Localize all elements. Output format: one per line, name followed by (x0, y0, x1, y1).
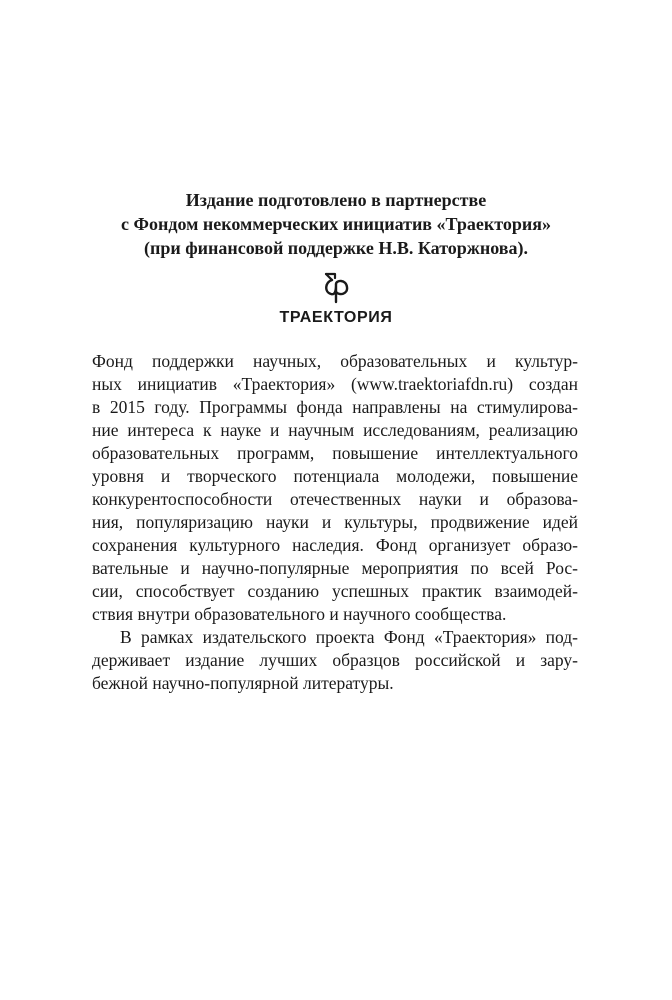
text-line: в 2015 году. Программы фонда направлены на стимулирова- (92, 397, 578, 417)
paragraph-2 (92, 626, 578, 695)
text-line: В рамках издательского проекта Фонд «Траектория» под- (120, 627, 578, 647)
text-line: ных инициатив «Траектория» (www.traektoriafdn.ru) создан (92, 374, 578, 394)
text-line: образовательных программ, повышение интеллектуального (92, 443, 578, 463)
publisher-note-line-1: Издание подготовлено в партнерстве (185, 190, 487, 210)
trajectory-logo-icon (321, 268, 351, 304)
text-line: держивает издание лучших образцов российской и зару- (92, 650, 578, 670)
text-line: сохранения культурного наследия. Фонд организует образо- (92, 535, 578, 555)
trajectory-logo-wordmark: ТРАЕКТОРИЯ (279, 309, 393, 326)
publisher-note (0, 188, 672, 260)
paragraph-1 (92, 350, 578, 626)
text-line: бежной научно-популярной литературы. (92, 673, 394, 693)
text-line: сии, способствует созданию успешных практик взаимодей- (92, 581, 578, 601)
text-line: вательные и научно-популярные мероприятия по всей Рос- (92, 558, 578, 578)
text-line: Фонд поддержки научных, образовательных и культур- (92, 351, 578, 371)
foundation-description (92, 350, 578, 695)
text-line: конкурентоспособности отечественных науки и образова- (92, 489, 578, 509)
text-line: уровня и творческого потенциала молодежи, повышение (92, 466, 578, 486)
publisher-note-line-2: с Фондом некоммерческих инициатив «Траектория» (121, 214, 551, 234)
text-line: ния, популяризацию науки и культуры, продвижение идей (92, 512, 578, 532)
trajectory-logo (0, 268, 672, 328)
text-line: ние интереса к науке и научным исследованиям, реализацию (92, 420, 578, 440)
text-line: ствия внутри образовательного и научного сообщества. (92, 604, 507, 624)
publisher-note-line-3: (при финансовой поддержке Н.В. Каторжнова). (143, 238, 528, 258)
